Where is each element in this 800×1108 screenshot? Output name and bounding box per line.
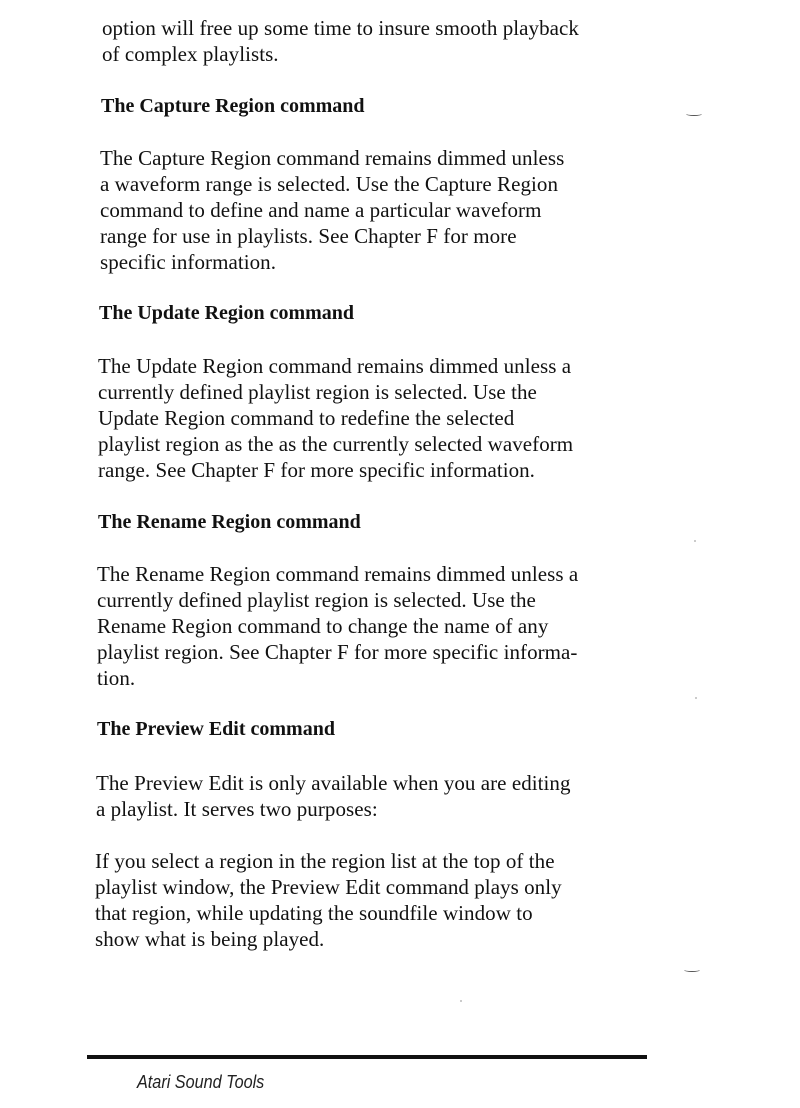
text-line: playlist region. See Chapter F for more specific informa- xyxy=(97,640,578,664)
text-line: Rename Region command to change the name of any xyxy=(97,614,549,638)
running-footer: Atari Sound Tools xyxy=(137,1072,265,1092)
scan-mark xyxy=(686,112,702,116)
preview-edit-paragraph xyxy=(96,770,571,822)
capture-region-paragraph xyxy=(100,145,564,275)
text-line: playlist window, the Preview Edit command plays only xyxy=(95,875,562,899)
update-region-heading: The Update Region command xyxy=(99,302,355,324)
text-line: playlist region as the as the currently selected waveform xyxy=(98,432,574,456)
text-line: currently defined playlist region is selected. Use the xyxy=(97,588,536,612)
text-line: The Update Region command remains dimmed unless a xyxy=(98,354,572,378)
text-line: Update Region command to redefine the selected xyxy=(98,406,515,430)
rename-region-heading: The Rename Region command xyxy=(98,511,361,533)
text-line: a playlist. It serves two purposes: xyxy=(96,797,378,821)
text-line: show what is being played. xyxy=(95,927,325,951)
text-line: If you select a region in the region list at the top of the xyxy=(95,849,555,873)
text-line: that region, while updating the soundfile window to xyxy=(95,901,533,925)
text-line: specific information. xyxy=(100,250,276,274)
text-line: tion. xyxy=(97,666,136,690)
text-line: command to define and name a particular waveform xyxy=(100,198,542,222)
update-region-paragraph xyxy=(98,353,573,483)
intro-paragraph xyxy=(102,15,579,67)
text-line: currently defined playlist region is selected. Use the xyxy=(98,380,537,404)
text-line: option will free up some time to insure smooth playback xyxy=(102,16,579,40)
scan-mark xyxy=(684,968,700,972)
text-line: range. See Chapter F for more specific information. xyxy=(98,458,535,482)
text-line: The Preview Edit is only available when you are editing xyxy=(96,771,571,795)
scan-speck xyxy=(694,540,696,542)
rename-region-paragraph xyxy=(97,561,578,691)
text-line: range for use in playlists. See Chapter F for more xyxy=(100,224,517,248)
text-line: of complex playlists. xyxy=(102,42,279,66)
preview-edit-paragraph-2 xyxy=(95,848,562,952)
text-line: The Capture Region command remains dimmed unless xyxy=(100,146,565,170)
scan-speck xyxy=(460,1000,462,1002)
preview-edit-heading: The Preview Edit command xyxy=(97,718,335,740)
scan-speck xyxy=(695,697,697,699)
capture-region-heading: The Capture Region command xyxy=(101,95,365,117)
text-line: a waveform range is selected. Use the Capture Region xyxy=(100,172,559,196)
footer-rule xyxy=(87,1055,647,1059)
text-line: The Rename Region command remains dimmed unless a xyxy=(97,562,579,586)
